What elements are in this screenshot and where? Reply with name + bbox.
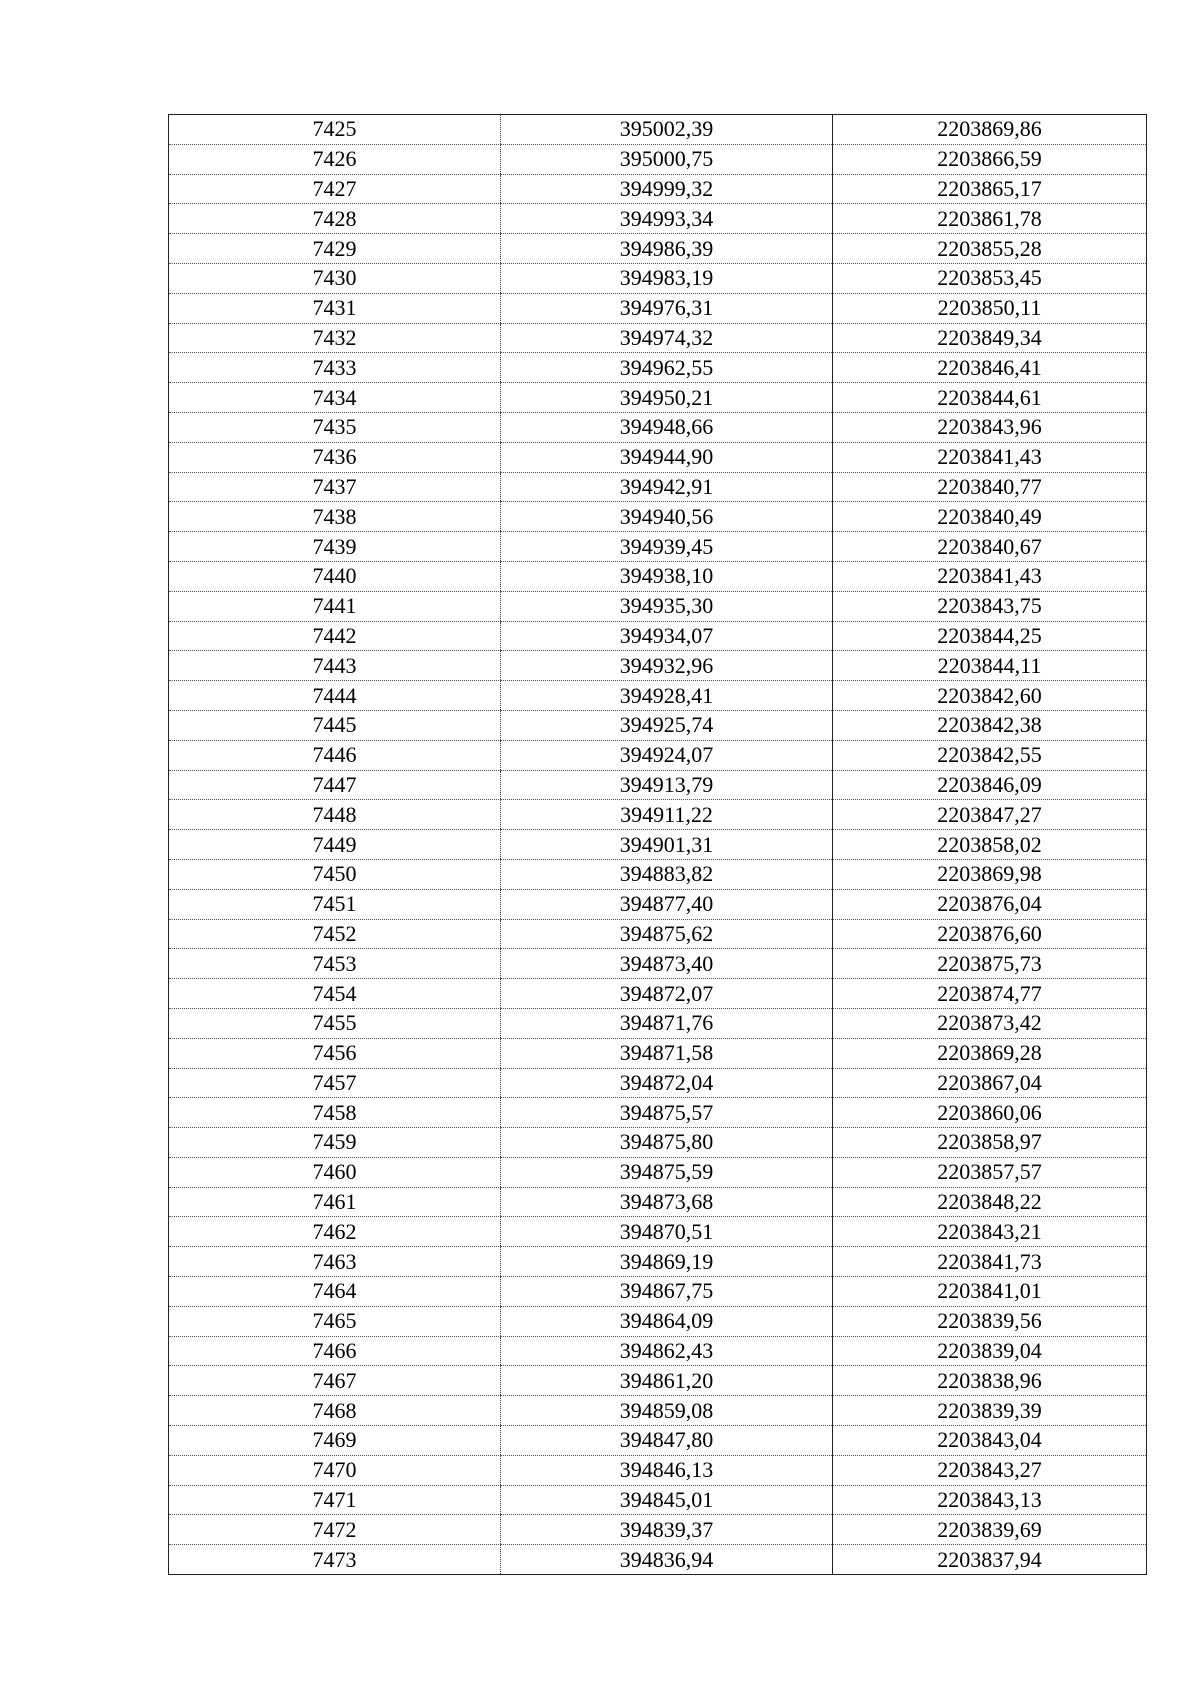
x-coordinate-cell: 394875,57: [501, 1098, 833, 1128]
table-row: [169, 681, 1147, 711]
table-row: [169, 1455, 1147, 1485]
point-number-cell: 7456: [169, 1038, 501, 1068]
point-number-cell: 7442: [169, 621, 501, 651]
point-number-cell: 7447: [169, 770, 501, 800]
point-number-cell: 7434: [169, 383, 501, 413]
y-coordinate-cell: 2203842,38: [833, 710, 1147, 740]
x-coordinate-cell: 394993,34: [501, 204, 833, 234]
y-coordinate-cell: 2203875,73: [833, 949, 1147, 979]
y-coordinate-cell: 2203843,04: [833, 1426, 1147, 1456]
y-coordinate-cell: 2203869,98: [833, 859, 1147, 889]
x-coordinate-cell: 394869,19: [501, 1247, 833, 1277]
table-row: [169, 710, 1147, 740]
y-coordinate-cell: 2203843,13: [833, 1485, 1147, 1515]
coordinates-table: [168, 114, 1147, 1575]
x-coordinate-cell: 394974,32: [501, 323, 833, 353]
x-coordinate-cell: 394846,13: [501, 1455, 833, 1485]
point-number-cell: 7452: [169, 919, 501, 949]
y-coordinate-cell: 2203843,75: [833, 591, 1147, 621]
y-coordinate-cell: 2203839,69: [833, 1515, 1147, 1545]
table-row: [169, 1187, 1147, 1217]
y-coordinate-cell: 2203860,06: [833, 1098, 1147, 1128]
y-coordinate-cell: 2203858,02: [833, 830, 1147, 860]
y-coordinate-cell: 2203855,28: [833, 234, 1147, 264]
y-coordinate-cell: 2203861,78: [833, 204, 1147, 234]
x-coordinate-cell: 394962,55: [501, 353, 833, 383]
x-coordinate-cell: 395000,75: [501, 144, 833, 174]
x-coordinate-cell: 394864,09: [501, 1306, 833, 1336]
table-row: [169, 1157, 1147, 1187]
table-row: [169, 1485, 1147, 1515]
table-row: [169, 1098, 1147, 1128]
y-coordinate-cell: 2203876,04: [833, 889, 1147, 919]
table-row: [169, 472, 1147, 502]
y-coordinate-cell: 2203846,09: [833, 770, 1147, 800]
point-number-cell: 7430: [169, 263, 501, 293]
point-number-cell: 7433: [169, 353, 501, 383]
y-coordinate-cell: 2203858,97: [833, 1128, 1147, 1158]
table-row: [169, 949, 1147, 979]
point-number-cell: 7432: [169, 323, 501, 353]
y-coordinate-cell: 2203866,59: [833, 144, 1147, 174]
table-row: [169, 740, 1147, 770]
table-row: [169, 1366, 1147, 1396]
x-coordinate-cell: 394872,04: [501, 1068, 833, 1098]
x-coordinate-cell: 394873,40: [501, 949, 833, 979]
table-row: [169, 979, 1147, 1009]
point-number-cell: 7437: [169, 472, 501, 502]
point-number-cell: 7466: [169, 1336, 501, 1366]
point-number-cell: 7450: [169, 859, 501, 889]
x-coordinate-cell: 394976,31: [501, 293, 833, 323]
x-coordinate-cell: 394871,58: [501, 1038, 833, 1068]
y-coordinate-cell: 2203849,34: [833, 323, 1147, 353]
point-number-cell: 7438: [169, 502, 501, 532]
point-number-cell: 7448: [169, 800, 501, 830]
x-coordinate-cell: 394862,43: [501, 1336, 833, 1366]
x-coordinate-cell: 394934,07: [501, 621, 833, 651]
y-coordinate-cell: 2203841,01: [833, 1277, 1147, 1307]
table-row: [169, 293, 1147, 323]
point-number-cell: 7473: [169, 1545, 501, 1575]
x-coordinate-cell: 394859,08: [501, 1396, 833, 1426]
point-number-cell: 7439: [169, 532, 501, 562]
x-coordinate-cell: 394950,21: [501, 383, 833, 413]
point-number-cell: 7426: [169, 144, 501, 174]
x-coordinate-cell: 394939,45: [501, 532, 833, 562]
point-number-cell: 7469: [169, 1426, 501, 1456]
y-coordinate-cell: 2203841,43: [833, 561, 1147, 591]
point-number-cell: 7467: [169, 1366, 501, 1396]
point-number-cell: 7451: [169, 889, 501, 919]
x-coordinate-cell: 394942,91: [501, 472, 833, 502]
point-number-cell: 7465: [169, 1306, 501, 1336]
y-coordinate-cell: 2203843,96: [833, 412, 1147, 442]
table-row: [169, 1306, 1147, 1336]
table-row: [169, 1336, 1147, 1366]
x-coordinate-cell: 394883,82: [501, 859, 833, 889]
point-number-cell: 7453: [169, 949, 501, 979]
table-row: [169, 502, 1147, 532]
coordinates-table-body: [169, 115, 1147, 1575]
y-coordinate-cell: 2203850,11: [833, 293, 1147, 323]
x-coordinate-cell: 394875,80: [501, 1128, 833, 1158]
point-number-cell: 7457: [169, 1068, 501, 1098]
table-row: [169, 800, 1147, 830]
point-number-cell: 7427: [169, 174, 501, 204]
y-coordinate-cell: 2203846,41: [833, 353, 1147, 383]
x-coordinate-cell: 394901,31: [501, 830, 833, 860]
x-coordinate-cell: 394925,74: [501, 710, 833, 740]
y-coordinate-cell: 2203848,22: [833, 1187, 1147, 1217]
table-row: [169, 1545, 1147, 1575]
table-row: [169, 1068, 1147, 1098]
x-coordinate-cell: 394875,59: [501, 1157, 833, 1187]
y-coordinate-cell: 2203838,96: [833, 1366, 1147, 1396]
point-number-cell: 7436: [169, 442, 501, 472]
y-coordinate-cell: 2203841,43: [833, 442, 1147, 472]
table-row: [169, 561, 1147, 591]
point-number-cell: 7441: [169, 591, 501, 621]
x-coordinate-cell: 394911,22: [501, 800, 833, 830]
x-coordinate-cell: 394867,75: [501, 1277, 833, 1307]
point-number-cell: 7446: [169, 740, 501, 770]
x-coordinate-cell: 394935,30: [501, 591, 833, 621]
table-row: [169, 591, 1147, 621]
y-coordinate-cell: 2203869,28: [833, 1038, 1147, 1068]
table-row: [169, 651, 1147, 681]
table-row: [169, 1396, 1147, 1426]
point-number-cell: 7428: [169, 204, 501, 234]
x-coordinate-cell: 394839,37: [501, 1515, 833, 1545]
table-row: [169, 919, 1147, 949]
y-coordinate-cell: 2203840,77: [833, 472, 1147, 502]
point-number-cell: 7454: [169, 979, 501, 1009]
table-row: [169, 115, 1147, 145]
point-number-cell: 7443: [169, 651, 501, 681]
point-number-cell: 7455: [169, 1008, 501, 1038]
point-number-cell: 7429: [169, 234, 501, 264]
point-number-cell: 7449: [169, 830, 501, 860]
x-coordinate-cell: 394983,19: [501, 263, 833, 293]
y-coordinate-cell: 2203874,77: [833, 979, 1147, 1009]
x-coordinate-cell: 394871,76: [501, 1008, 833, 1038]
table-row: [169, 621, 1147, 651]
x-coordinate-cell: 394999,32: [501, 174, 833, 204]
table-row: [169, 263, 1147, 293]
point-number-cell: 7462: [169, 1217, 501, 1247]
table-row: [169, 174, 1147, 204]
x-coordinate-cell: 394940,56: [501, 502, 833, 532]
x-coordinate-cell: 395002,39: [501, 115, 833, 145]
y-coordinate-cell: 2203876,60: [833, 919, 1147, 949]
x-coordinate-cell: 394847,80: [501, 1426, 833, 1456]
table-row: [169, 889, 1147, 919]
table-row: [169, 830, 1147, 860]
x-coordinate-cell: 394986,39: [501, 234, 833, 264]
table-row: [169, 1515, 1147, 1545]
y-coordinate-cell: 2203844,25: [833, 621, 1147, 651]
point-number-cell: 7445: [169, 710, 501, 740]
table-row: [169, 234, 1147, 264]
table-row: [169, 442, 1147, 472]
x-coordinate-cell: 394944,90: [501, 442, 833, 472]
table-row: [169, 204, 1147, 234]
y-coordinate-cell: 2203840,67: [833, 532, 1147, 562]
x-coordinate-cell: 394845,01: [501, 1485, 833, 1515]
x-coordinate-cell: 394913,79: [501, 770, 833, 800]
y-coordinate-cell: 2203844,11: [833, 651, 1147, 681]
x-coordinate-cell: 394872,07: [501, 979, 833, 1009]
y-coordinate-cell: 2203839,56: [833, 1306, 1147, 1336]
table-row: [169, 412, 1147, 442]
point-number-cell: 7471: [169, 1485, 501, 1515]
x-coordinate-cell: 394928,41: [501, 681, 833, 711]
y-coordinate-cell: 2203843,21: [833, 1217, 1147, 1247]
y-coordinate-cell: 2203842,60: [833, 681, 1147, 711]
y-coordinate-cell: 2203844,61: [833, 383, 1147, 413]
x-coordinate-cell: 394861,20: [501, 1366, 833, 1396]
x-coordinate-cell: 394877,40: [501, 889, 833, 919]
y-coordinate-cell: 2203840,49: [833, 502, 1147, 532]
table-row: [169, 532, 1147, 562]
table-row: [169, 770, 1147, 800]
table-row: [169, 1217, 1147, 1247]
y-coordinate-cell: 2203853,45: [833, 263, 1147, 293]
point-number-cell: 7444: [169, 681, 501, 711]
x-coordinate-cell: 394948,66: [501, 412, 833, 442]
table-row: [169, 1128, 1147, 1158]
point-number-cell: 7459: [169, 1128, 501, 1158]
x-coordinate-cell: 394938,10: [501, 561, 833, 591]
point-number-cell: 7463: [169, 1247, 501, 1277]
table-row: [169, 144, 1147, 174]
point-number-cell: 7472: [169, 1515, 501, 1545]
y-coordinate-cell: 2203847,27: [833, 800, 1147, 830]
point-number-cell: 7461: [169, 1187, 501, 1217]
point-number-cell: 7468: [169, 1396, 501, 1426]
table-row: [169, 1008, 1147, 1038]
x-coordinate-cell: 394875,62: [501, 919, 833, 949]
point-number-cell: 7458: [169, 1098, 501, 1128]
point-number-cell: 7464: [169, 1277, 501, 1307]
point-number-cell: 7425: [169, 115, 501, 145]
point-number-cell: 7460: [169, 1157, 501, 1187]
y-coordinate-cell: 2203865,17: [833, 174, 1147, 204]
y-coordinate-cell: 2203837,94: [833, 1545, 1147, 1575]
table-row: [169, 1247, 1147, 1277]
point-number-cell: 7431: [169, 293, 501, 323]
y-coordinate-cell: 2203841,73: [833, 1247, 1147, 1277]
table-row: [169, 323, 1147, 353]
point-number-cell: 7470: [169, 1455, 501, 1485]
y-coordinate-cell: 2203867,04: [833, 1068, 1147, 1098]
point-number-cell: 7440: [169, 561, 501, 591]
table-row: [169, 383, 1147, 413]
x-coordinate-cell: 394836,94: [501, 1545, 833, 1575]
point-number-cell: 7435: [169, 412, 501, 442]
y-coordinate-cell: 2203869,86: [833, 115, 1147, 145]
y-coordinate-cell: 2203873,42: [833, 1008, 1147, 1038]
x-coordinate-cell: 394924,07: [501, 740, 833, 770]
x-coordinate-cell: 394932,96: [501, 651, 833, 681]
table-row: [169, 859, 1147, 889]
x-coordinate-cell: 394870,51: [501, 1217, 833, 1247]
table-row: [169, 353, 1147, 383]
y-coordinate-cell: 2203839,39: [833, 1396, 1147, 1426]
y-coordinate-cell: 2203842,55: [833, 740, 1147, 770]
y-coordinate-cell: 2203857,57: [833, 1157, 1147, 1187]
table-row: [169, 1426, 1147, 1456]
y-coordinate-cell: 2203839,04: [833, 1336, 1147, 1366]
y-coordinate-cell: 2203843,27: [833, 1455, 1147, 1485]
table-row: [169, 1277, 1147, 1307]
x-coordinate-cell: 394873,68: [501, 1187, 833, 1217]
table-row: [169, 1038, 1147, 1068]
